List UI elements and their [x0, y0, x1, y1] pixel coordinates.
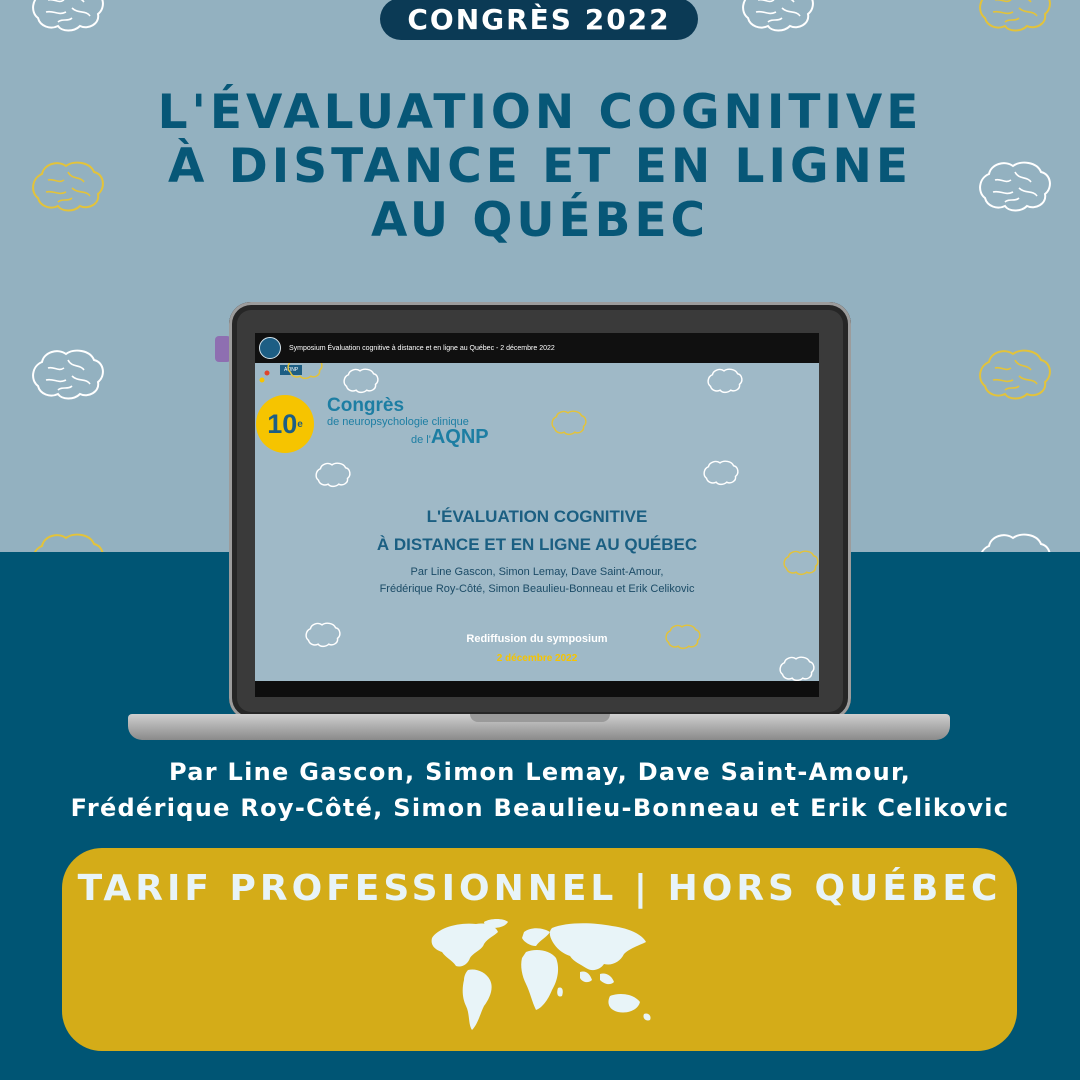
brain-icon	[28, 346, 108, 404]
brain-icon	[975, 0, 1055, 36]
world-map-icon	[424, 918, 654, 1036]
brain-icon	[701, 459, 741, 487]
byline-line: Par Line Gascon, Simon Lemay, Dave Saint-Amour,	[168, 758, 912, 786]
laptop-notch	[470, 714, 610, 722]
slide-author-line: Par Line Gascon, Simon Lemay, Dave Saint-Amour,	[410, 566, 664, 578]
congres-number-badge	[256, 395, 314, 453]
badge-number: 10	[267, 408, 298, 439]
channel-logo-icon[interactable]	[259, 337, 281, 359]
slide-title	[255, 503, 819, 559]
congres-de: de l'	[411, 434, 431, 446]
congres-org-line	[327, 426, 489, 448]
congres-badge	[380, 0, 698, 40]
byline-line: Frédérique Roy-Côté, Simon Beaulieu-Bonneau et Erik Celikovic	[70, 794, 1010, 822]
brain-icon	[313, 461, 353, 489]
video-frame[interactable]	[255, 363, 819, 681]
brain-icon	[28, 0, 108, 36]
slide-title-line: L'ÉVALUATION COGNITIVE	[426, 507, 648, 526]
brain-icon	[28, 530, 108, 552]
title-line: L'ÉVALUATION COGNITIVE	[157, 85, 923, 140]
brain-icon	[549, 409, 589, 437]
video-title[interactable]: Symposium Évaluation cognitive à distance et en ligne au Québec - 2 décembre 2022	[289, 344, 555, 352]
congres-org: AQNP	[430, 426, 489, 448]
byline	[20, 754, 1060, 826]
slide-author-line: Frédérique Roy-Côté, Simon Beaulieu-Bonneau et Erik Celikovic	[379, 583, 695, 595]
slide-title-line: À DISTANCE ET EN LIGNE AU QUÉBEC	[376, 535, 698, 554]
page-title	[90, 86, 990, 248]
brain-icon	[738, 0, 818, 36]
brain-icon	[975, 346, 1055, 404]
brain-icon	[285, 363, 325, 381]
congres-subtitle: de neuropsychologie clinique	[327, 416, 469, 428]
brain-icon	[341, 367, 381, 395]
slide-authors	[255, 564, 819, 598]
congres-word: Congrès	[327, 395, 405, 416]
video-title-bar	[255, 333, 819, 363]
channel-tag: AQNP	[280, 365, 302, 375]
congres-logo	[327, 396, 489, 448]
brain-icon	[705, 367, 745, 395]
dots-icon	[257, 369, 277, 383]
badge-suffix: e	[297, 418, 303, 430]
slide-date: 2 décembre 2022	[496, 653, 578, 664]
brain-icon	[975, 530, 1055, 552]
tarif-banner[interactable]	[62, 848, 1017, 1051]
slide-rediffusion: Rediffusion du symposium	[466, 633, 608, 645]
tarif-label: TARIF PROFESSIONNEL | HORS QUÉBEC	[77, 868, 1002, 909]
congres-badge-label: CONGRÈS 2022	[407, 2, 671, 36]
title-line: À DISTANCE ET EN LIGNE	[168, 139, 912, 194]
video-player[interactable]	[255, 333, 819, 697]
title-line: AU QUÉBEC	[370, 193, 710, 248]
